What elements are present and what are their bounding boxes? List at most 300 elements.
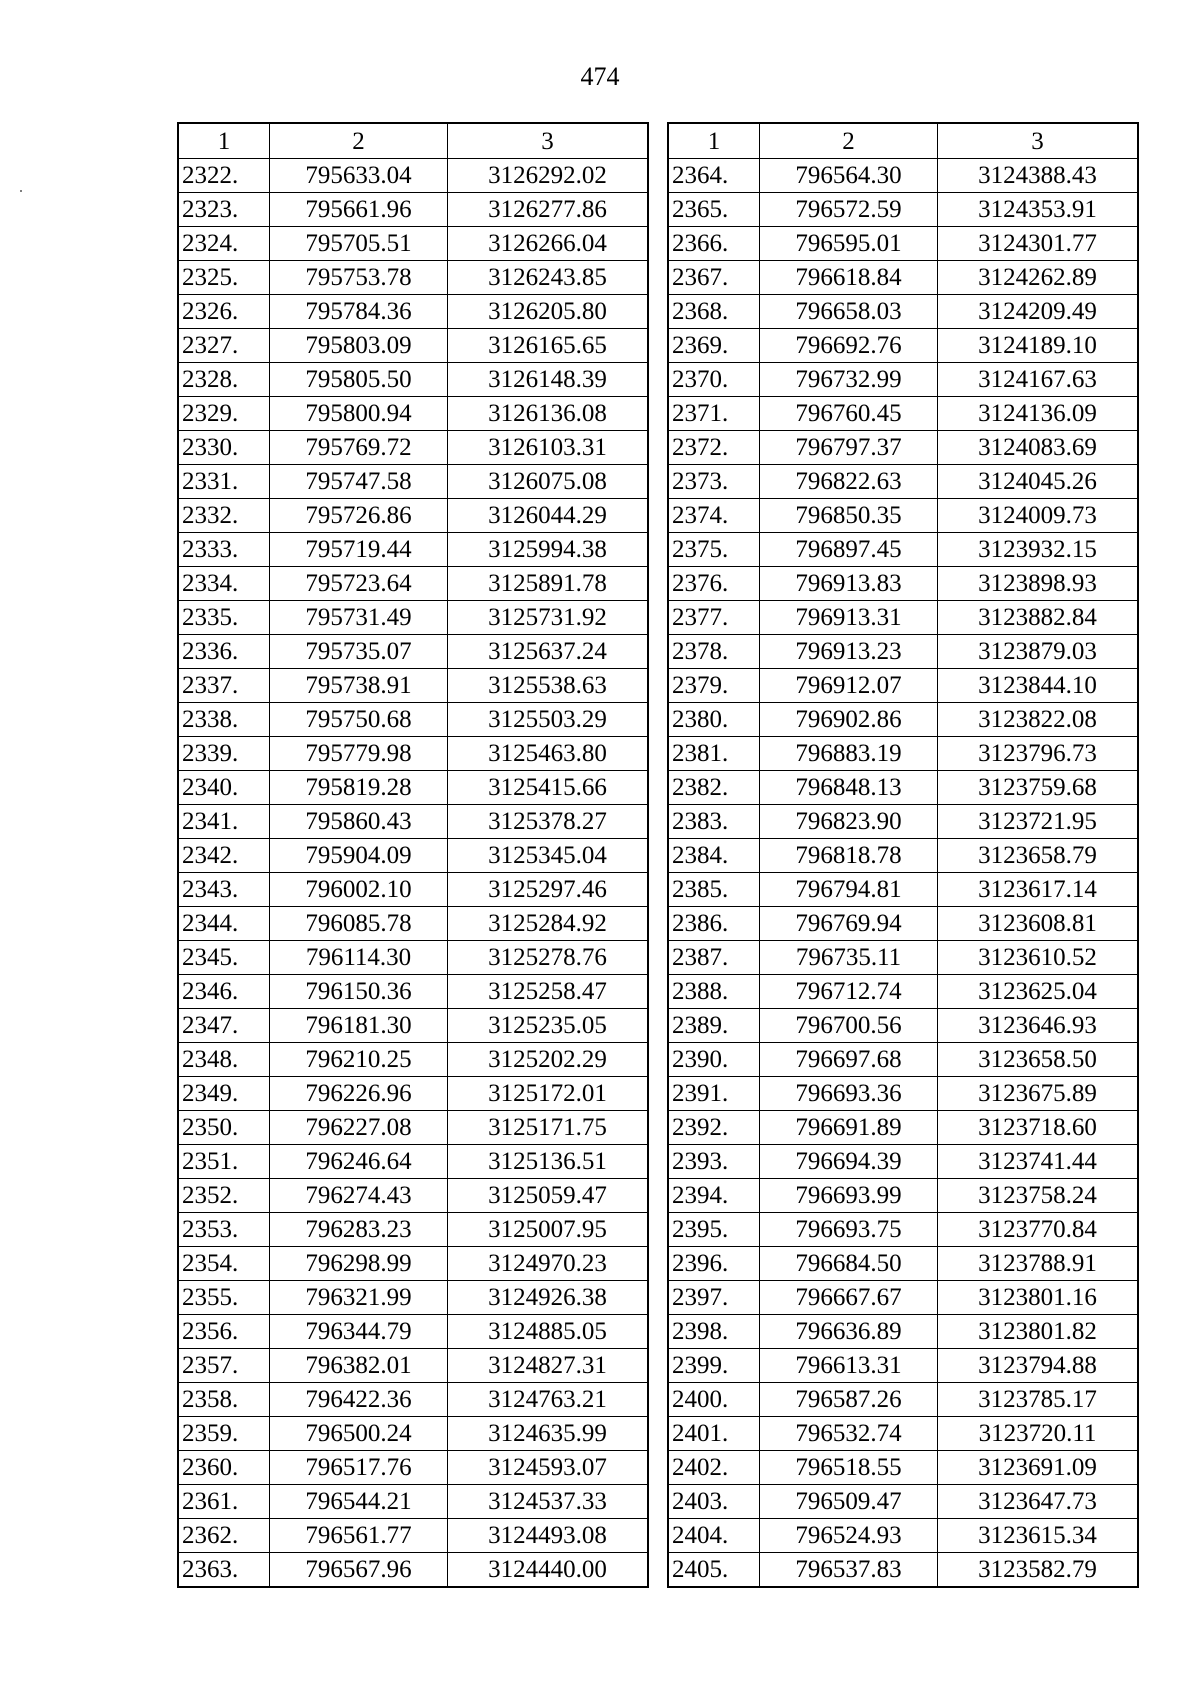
y-coordinate-cell: 3124926.38 [448,1281,649,1315]
table-row [668,1111,1138,1145]
x-coordinate-cell: 796537.83 [760,1553,938,1588]
table-row [178,1111,648,1145]
table-row [178,669,648,703]
y-coordinate-cell: 3124136.09 [938,397,1139,431]
table-row [668,329,1138,363]
point-number-cell: 2365. [668,193,760,227]
x-coordinate-cell: 796422.36 [270,1383,448,1417]
y-coordinate-cell: 3123625.04 [938,975,1139,1009]
table-row [668,567,1138,601]
table-row [668,465,1138,499]
table-row [178,499,648,533]
x-coordinate-cell: 795805.50 [270,363,448,397]
x-coordinate-cell: 795800.94 [270,397,448,431]
y-coordinate-cell: 3126148.39 [448,363,649,397]
point-number-cell: 2341. [178,805,270,839]
table-row [668,193,1138,227]
point-number-cell: 2392. [668,1111,760,1145]
x-coordinate-cell: 796850.35 [760,499,938,533]
table-row [668,1145,1138,1179]
coordinates-table-right [667,122,1139,1588]
point-number-cell: 2397. [668,1281,760,1315]
y-coordinate-cell: 3123882.84 [938,601,1139,635]
x-coordinate-cell: 795738.91 [270,669,448,703]
point-number-cell: 2332. [178,499,270,533]
y-coordinate-cell: 3123932.15 [938,533,1139,567]
y-coordinate-cell: 3124885.05 [448,1315,649,1349]
y-coordinate-cell: 3123801.16 [938,1281,1139,1315]
column-header: 3 [938,123,1139,159]
point-number-cell: 2400. [668,1383,760,1417]
point-number-cell: 2366. [668,227,760,261]
x-coordinate-cell: 796658.03 [760,295,938,329]
table-row [178,703,648,737]
y-coordinate-cell: 3126266.04 [448,227,649,261]
table-row [668,1281,1138,1315]
y-coordinate-cell: 3125172.01 [448,1077,649,1111]
x-coordinate-cell: 796587.26 [760,1383,938,1417]
y-coordinate-cell: 3124970.23 [448,1247,649,1281]
x-coordinate-cell: 795719.44 [270,533,448,567]
table-row [178,1145,648,1179]
point-number-cell: 2362. [178,1519,270,1553]
table-row [178,635,648,669]
y-coordinate-cell: 3125463.80 [448,737,649,771]
y-coordinate-cell: 3125503.29 [448,703,649,737]
point-number-cell: 2350. [178,1111,270,1145]
point-number-cell: 2324. [178,227,270,261]
y-coordinate-cell: 3123608.81 [938,907,1139,941]
y-coordinate-cell: 3126165.65 [448,329,649,363]
x-coordinate-cell: 796226.96 [270,1077,448,1111]
point-number-cell: 2374. [668,499,760,533]
point-number-cell: 2390. [668,1043,760,1077]
y-coordinate-cell: 3125538.63 [448,669,649,703]
point-number-cell: 2352. [178,1179,270,1213]
point-number-cell: 2370. [668,363,760,397]
point-number-cell: 2398. [668,1315,760,1349]
y-coordinate-cell: 3124301.77 [938,227,1139,261]
x-coordinate-cell: 796693.99 [760,1179,938,1213]
y-coordinate-cell: 3124083.69 [938,431,1139,465]
y-coordinate-cell: 3123785.17 [938,1383,1139,1417]
table-row [178,193,648,227]
y-coordinate-cell: 3123617.14 [938,873,1139,907]
point-number-cell: 2351. [178,1145,270,1179]
table-row [178,1315,648,1349]
point-number-cell: 2369. [668,329,760,363]
point-number-cell: 2328. [178,363,270,397]
point-number-cell: 2323. [178,193,270,227]
point-number-cell: 2383. [668,805,760,839]
y-coordinate-cell: 3124189.10 [938,329,1139,363]
x-coordinate-cell: 796697.68 [760,1043,938,1077]
y-coordinate-cell: 3126075.08 [448,465,649,499]
point-number-cell: 2394. [668,1179,760,1213]
table-row [668,805,1138,839]
table-row [178,601,648,635]
x-coordinate-cell: 795803.09 [270,329,448,363]
x-coordinate-cell: 795661.96 [270,193,448,227]
table-row [668,839,1138,873]
y-coordinate-cell: 3126292.02 [448,159,649,193]
table-row [178,1247,648,1281]
y-coordinate-cell: 3124262.89 [938,261,1139,295]
y-coordinate-cell: 3123770.84 [938,1213,1139,1247]
x-coordinate-cell: 796085.78 [270,907,448,941]
table-row [668,601,1138,635]
table-row [178,1383,648,1417]
table-row [178,873,648,907]
column-header: 2 [760,123,938,159]
table-row [178,567,648,601]
table-row [668,1043,1138,1077]
y-coordinate-cell: 3125345.04 [448,839,649,873]
point-number-cell: 2346. [178,975,270,1009]
column-header: 1 [178,123,270,159]
table-row [668,1485,1138,1519]
x-coordinate-cell: 795735.07 [270,635,448,669]
y-coordinate-cell: 3123610.52 [938,941,1139,975]
y-coordinate-cell: 3124635.99 [448,1417,649,1451]
point-number-cell: 2375. [668,533,760,567]
x-coordinate-cell: 796544.21 [270,1485,448,1519]
table-row [668,1349,1138,1383]
x-coordinate-cell: 796897.45 [760,533,938,567]
x-coordinate-cell: 795705.51 [270,227,448,261]
y-coordinate-cell: 3125297.46 [448,873,649,907]
table-row [178,1553,648,1588]
y-coordinate-cell: 3124537.33 [448,1485,649,1519]
x-coordinate-cell: 796823.90 [760,805,938,839]
table-row [668,1077,1138,1111]
x-coordinate-cell: 796822.63 [760,465,938,499]
y-coordinate-cell: 3123794.88 [938,1349,1139,1383]
y-coordinate-cell: 3126277.86 [448,193,649,227]
table-row [668,771,1138,805]
x-coordinate-cell: 795779.98 [270,737,448,771]
y-coordinate-cell: 3124440.00 [448,1553,649,1588]
x-coordinate-cell: 796524.93 [760,1519,938,1553]
x-coordinate-cell: 795750.68 [270,703,448,737]
table-row [178,1179,648,1213]
x-coordinate-cell: 796500.24 [270,1417,448,1451]
column-header: 3 [448,123,649,159]
table-row [178,261,648,295]
x-coordinate-cell: 796002.10 [270,873,448,907]
x-coordinate-cell: 796567.96 [270,1553,448,1588]
table-row [178,159,648,193]
table-row [668,1247,1138,1281]
x-coordinate-cell: 796274.43 [270,1179,448,1213]
table-row [668,431,1138,465]
table-row [178,431,648,465]
table-row [668,1179,1138,1213]
y-coordinate-cell: 3123658.79 [938,839,1139,873]
y-coordinate-cell: 3123646.93 [938,1009,1139,1043]
column-header: 1 [668,123,760,159]
point-number-cell: 2326. [178,295,270,329]
x-coordinate-cell: 795726.86 [270,499,448,533]
x-coordinate-cell: 796246.64 [270,1145,448,1179]
point-number-cell: 2347. [178,1009,270,1043]
column-header: 2 [270,123,448,159]
x-coordinate-cell: 796518.55 [760,1451,938,1485]
y-coordinate-cell: 3123691.09 [938,1451,1139,1485]
table-row [668,499,1138,533]
x-coordinate-cell: 796913.31 [760,601,938,635]
point-number-cell: 2391. [668,1077,760,1111]
point-number-cell: 2368. [668,295,760,329]
table-row [668,159,1138,193]
y-coordinate-cell: 3124009.73 [938,499,1139,533]
point-number-cell: 2349. [178,1077,270,1111]
point-number-cell: 2399. [668,1349,760,1383]
point-number-cell: 2329. [178,397,270,431]
x-coordinate-cell: 796692.76 [760,329,938,363]
point-number-cell: 2353. [178,1213,270,1247]
y-coordinate-cell: 3125235.05 [448,1009,649,1043]
point-number-cell: 2340. [178,771,270,805]
table-row [178,907,648,941]
table-row [668,533,1138,567]
x-coordinate-cell: 795747.58 [270,465,448,499]
table-row [178,1213,648,1247]
table-row [668,295,1138,329]
y-coordinate-cell: 3125171.75 [448,1111,649,1145]
table-row [178,941,648,975]
y-coordinate-cell: 3123721.95 [938,805,1139,839]
table-row [668,227,1138,261]
x-coordinate-cell: 796114.30 [270,941,448,975]
table-row [668,635,1138,669]
point-number-cell: 2381. [668,737,760,771]
point-number-cell: 2378. [668,635,760,669]
point-number-cell: 2384. [668,839,760,873]
table-row [178,1009,648,1043]
point-number-cell: 2335. [178,601,270,635]
point-number-cell: 2339. [178,737,270,771]
table-row [668,1315,1138,1349]
x-coordinate-cell: 796912.07 [760,669,938,703]
x-coordinate-cell: 795731.49 [270,601,448,635]
x-coordinate-cell: 796735.11 [760,941,938,975]
y-coordinate-cell: 3125258.47 [448,975,649,1009]
x-coordinate-cell: 795860.43 [270,805,448,839]
x-coordinate-cell: 795819.28 [270,771,448,805]
point-number-cell: 2337. [178,669,270,703]
point-number-cell: 2389. [668,1009,760,1043]
x-coordinate-cell: 796564.30 [760,159,938,193]
y-coordinate-cell: 3125202.29 [448,1043,649,1077]
y-coordinate-cell: 3124827.31 [448,1349,649,1383]
point-number-cell: 2385. [668,873,760,907]
table-row [178,771,648,805]
table-row [668,1417,1138,1451]
y-coordinate-cell: 3125378.27 [448,805,649,839]
point-number-cell: 2395. [668,1213,760,1247]
point-number-cell: 2331. [178,465,270,499]
y-coordinate-cell: 3123759.68 [938,771,1139,805]
x-coordinate-cell: 796693.36 [760,1077,938,1111]
x-coordinate-cell: 796700.56 [760,1009,938,1043]
x-coordinate-cell: 796818.78 [760,839,938,873]
y-coordinate-cell: 3125994.38 [448,533,649,567]
x-coordinate-cell: 796769.94 [760,907,938,941]
table-header-row [668,123,1138,159]
y-coordinate-cell: 3123658.50 [938,1043,1139,1077]
point-number-cell: 2393. [668,1145,760,1179]
x-coordinate-cell: 796636.89 [760,1315,938,1349]
table-row [178,1043,648,1077]
point-number-cell: 2359. [178,1417,270,1451]
y-coordinate-cell: 3125136.51 [448,1145,649,1179]
x-coordinate-cell: 796691.89 [760,1111,938,1145]
y-coordinate-cell: 3125415.66 [448,771,649,805]
x-coordinate-cell: 795769.72 [270,431,448,465]
y-coordinate-cell: 3124388.43 [938,159,1139,193]
point-number-cell: 2358. [178,1383,270,1417]
point-number-cell: 2348. [178,1043,270,1077]
point-number-cell: 2402. [668,1451,760,1485]
y-coordinate-cell: 3126205.80 [448,295,649,329]
y-coordinate-cell: 3123879.03 [938,635,1139,669]
table-row [668,1009,1138,1043]
point-number-cell: 2327. [178,329,270,363]
point-number-cell: 2364. [668,159,760,193]
table-row [668,1451,1138,1485]
x-coordinate-cell: 796797.37 [760,431,938,465]
y-coordinate-cell: 3123647.73 [938,1485,1139,1519]
point-number-cell: 2404. [668,1519,760,1553]
x-coordinate-cell: 795904.09 [270,839,448,873]
y-coordinate-cell: 3125059.47 [448,1179,649,1213]
coordinates-table-left [177,122,649,1588]
y-coordinate-cell: 3126103.31 [448,431,649,465]
y-coordinate-cell: 3125731.92 [448,601,649,635]
y-coordinate-cell: 3125637.24 [448,635,649,669]
y-coordinate-cell: 3124045.26 [938,465,1139,499]
y-coordinate-cell: 3125278.76 [448,941,649,975]
table-row [178,805,648,839]
x-coordinate-cell: 796210.25 [270,1043,448,1077]
point-number-cell: 2322. [178,159,270,193]
point-number-cell: 2342. [178,839,270,873]
point-number-cell: 2371. [668,397,760,431]
point-number-cell: 2380. [668,703,760,737]
y-coordinate-cell: 3123796.73 [938,737,1139,771]
y-coordinate-cell: 3123758.24 [938,1179,1139,1213]
y-coordinate-cell: 3124167.63 [938,363,1139,397]
table-row [178,975,648,1009]
point-number-cell: 2396. [668,1247,760,1281]
point-number-cell: 2357. [178,1349,270,1383]
x-coordinate-cell: 795784.36 [270,295,448,329]
point-number-cell: 2338. [178,703,270,737]
point-number-cell: 2373. [668,465,760,499]
x-coordinate-cell: 796150.36 [270,975,448,1009]
table-row [178,227,648,261]
point-number-cell: 2334. [178,567,270,601]
x-coordinate-cell: 796712.74 [760,975,938,1009]
x-coordinate-cell: 796618.84 [760,261,938,295]
point-number-cell: 2355. [178,1281,270,1315]
point-number-cell: 2376. [668,567,760,601]
table-row [178,839,648,873]
table-row [178,737,648,771]
y-coordinate-cell: 3123675.89 [938,1077,1139,1111]
point-number-cell: 2344. [178,907,270,941]
x-coordinate-cell: 796732.99 [760,363,938,397]
x-coordinate-cell: 796613.31 [760,1349,938,1383]
stray-mark [20,190,22,192]
y-coordinate-cell: 3125284.92 [448,907,649,941]
table-row [178,1077,648,1111]
x-coordinate-cell: 796883.19 [760,737,938,771]
point-number-cell: 2386. [668,907,760,941]
table-row [178,1485,648,1519]
y-coordinate-cell: 3126044.29 [448,499,649,533]
x-coordinate-cell: 796902.86 [760,703,938,737]
x-coordinate-cell: 796181.30 [270,1009,448,1043]
x-coordinate-cell: 796344.79 [270,1315,448,1349]
table-row [668,703,1138,737]
y-coordinate-cell: 3123844.10 [938,669,1139,703]
x-coordinate-cell: 796321.99 [270,1281,448,1315]
table-row [178,1417,648,1451]
x-coordinate-cell: 796298.99 [270,1247,448,1281]
point-number-cell: 2387. [668,941,760,975]
x-coordinate-cell: 796760.45 [760,397,938,431]
point-number-cell: 2356. [178,1315,270,1349]
table-row [178,1281,648,1315]
y-coordinate-cell: 3124353.91 [938,193,1139,227]
table-row [668,669,1138,703]
y-coordinate-cell: 3123582.79 [938,1553,1139,1588]
x-coordinate-cell: 796532.74 [760,1417,938,1451]
x-coordinate-cell: 795633.04 [270,159,448,193]
y-coordinate-cell: 3124209.49 [938,295,1139,329]
table-row [178,295,648,329]
point-number-cell: 2336. [178,635,270,669]
y-coordinate-cell: 3124593.07 [448,1451,649,1485]
y-coordinate-cell: 3123720.11 [938,1417,1139,1451]
x-coordinate-cell: 796694.39 [760,1145,938,1179]
point-number-cell: 2360. [178,1451,270,1485]
table-row [668,1213,1138,1247]
y-coordinate-cell: 3123788.91 [938,1247,1139,1281]
x-coordinate-cell: 796572.59 [760,193,938,227]
x-coordinate-cell: 796667.67 [760,1281,938,1315]
point-number-cell: 2363. [178,1553,270,1588]
point-number-cell: 2361. [178,1485,270,1519]
y-coordinate-cell: 3123718.60 [938,1111,1139,1145]
x-coordinate-cell: 796684.50 [760,1247,938,1281]
table-row [668,397,1138,431]
point-number-cell: 2403. [668,1485,760,1519]
y-coordinate-cell: 3126243.85 [448,261,649,295]
table-row [178,397,648,431]
point-number-cell: 2330. [178,431,270,465]
y-coordinate-cell: 3123898.93 [938,567,1139,601]
x-coordinate-cell: 796509.47 [760,1485,938,1519]
y-coordinate-cell: 3123741.44 [938,1145,1139,1179]
x-coordinate-cell: 796227.08 [270,1111,448,1145]
x-coordinate-cell: 796283.23 [270,1213,448,1247]
y-coordinate-cell: 3123801.82 [938,1315,1139,1349]
x-coordinate-cell: 796848.13 [760,771,938,805]
table-header-row [178,123,648,159]
